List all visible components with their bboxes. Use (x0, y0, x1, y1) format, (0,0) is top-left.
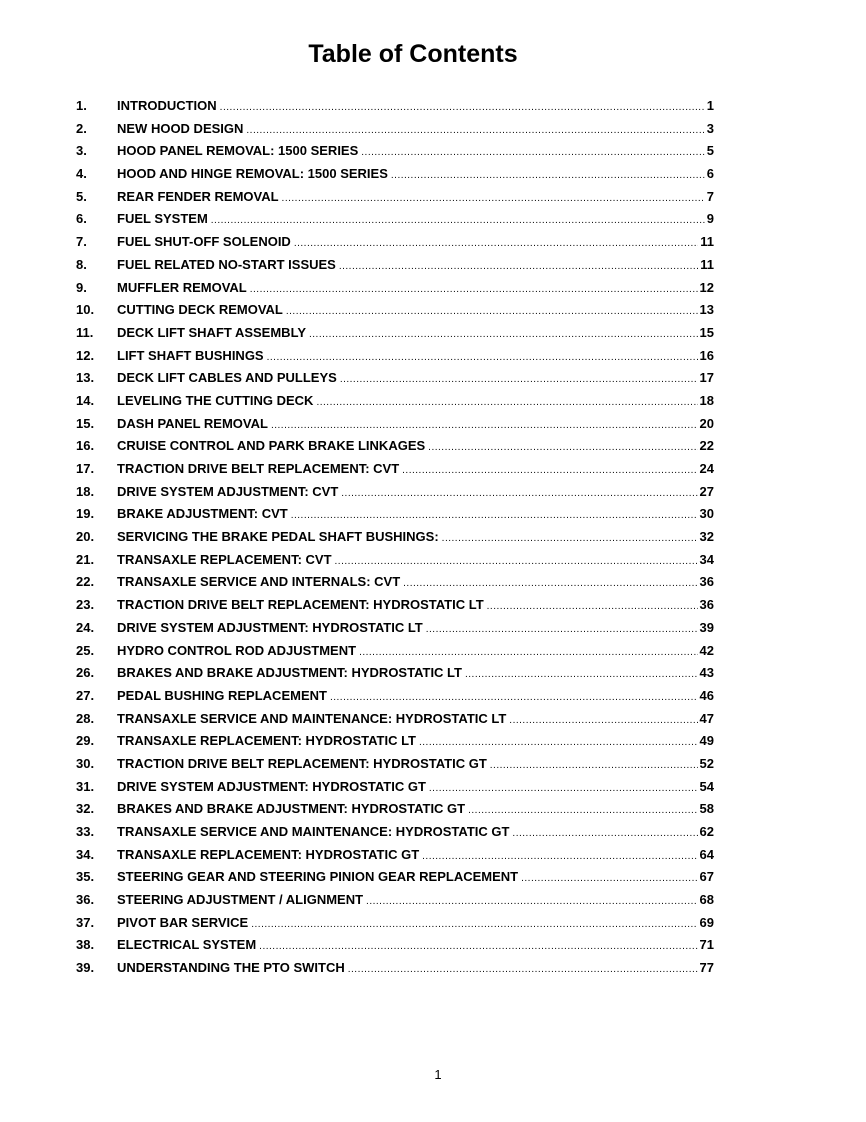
toc-entry-22[interactable] (76, 571, 714, 594)
toc-dot-leader (220, 97, 705, 120)
toc-entry-page-number: 71 (699, 937, 714, 953)
toc-entry-number: 13. (76, 370, 95, 386)
toc-entry-page-number: 67 (699, 869, 714, 885)
toc-entry-20[interactable] (76, 526, 714, 549)
toc-entry-title: TRANSAXLE SERVICE AND MAINTENANCE: HYDROSTATIC LT (117, 710, 507, 726)
toc-entry-25[interactable] (76, 640, 714, 663)
toc-entry-page-number: 12 (699, 279, 714, 295)
toc-entry-title: FUEL SYSTEM (117, 211, 208, 227)
toc-entry-title: DRIVE SYSTEM ADJUSTMENT: HYDROSTATIC LT (117, 619, 423, 635)
toc-entry-title: TRANSAXLE REPLACEMENT: CVT (117, 551, 332, 567)
toc-entry-number: 12. (76, 347, 95, 363)
toc-entry-number: 17. (76, 461, 95, 476)
toc-entry-16[interactable] (76, 435, 714, 458)
toc-dot-leader (422, 846, 697, 869)
toc-entry-page-number: 11 (700, 256, 714, 272)
toc-dot-leader (259, 936, 697, 959)
toc-dot-leader (267, 347, 698, 370)
toc-entry-8[interactable] (76, 254, 714, 277)
toc-entry-page-number: 32 (699, 529, 714, 545)
table-of-contents-list (76, 95, 714, 980)
toc-dot-leader (251, 914, 697, 937)
toc-dot-leader (442, 528, 698, 551)
toc-entry-page-number: 34 (699, 551, 714, 567)
toc-entry-number: 24. (76, 619, 95, 635)
toc-entry-title: TRANSAXLE SERVICE AND MAINTENANCE: HYDROSTATIC GT (117, 824, 510, 839)
toc-dot-leader (391, 165, 705, 188)
toc-dot-leader (426, 619, 698, 642)
toc-entry-17[interactable] (76, 458, 714, 481)
toc-entry-title: TRANSAXLE REPLACEMENT: HYDROSTATIC GT (117, 846, 420, 862)
toc-entry-number: 36. (76, 892, 95, 908)
toc-dot-leader (428, 437, 697, 460)
toc-entry-10[interactable] (76, 299, 714, 322)
toc-entry-page-number: 27 (699, 483, 714, 499)
toc-entry-page-number: 36 (699, 597, 714, 613)
toc-entry-title: CRUISE CONTROL AND PARK BRAKE LINKAGES (117, 438, 426, 454)
toc-entry-page-number: 49 (699, 733, 714, 749)
toc-entry-title: LIFT SHAFT BUSHINGS (117, 347, 264, 363)
toc-entry-page-number: 15 (699, 324, 714, 340)
toc-entry-2[interactable] (76, 118, 714, 141)
toc-dot-leader (521, 868, 697, 891)
toc-dot-leader (294, 233, 698, 256)
toc-dot-leader (402, 460, 697, 483)
toc-entry-title: HYDRO CONTROL ROD ADJUSTMENT (117, 642, 357, 658)
toc-entry-number: 4. (76, 166, 87, 182)
toc-entry-title: BRAKES AND BRAKE ADJUSTMENT: HYDROSTATIC LT (117, 665, 462, 681)
toc-entry-1[interactable] (76, 95, 714, 118)
toc-entry-title: ELECTRICAL SYSTEM (117, 937, 257, 953)
toc-dot-leader (509, 710, 697, 733)
toc-entry-23[interactable] (76, 594, 714, 617)
toc-dot-leader (341, 483, 697, 506)
toc-entry-number: 5. (76, 188, 87, 204)
toc-dot-leader (316, 392, 697, 415)
toc-entry-page-number: 77 (699, 960, 714, 976)
toc-entry-number: 7. (76, 234, 87, 250)
toc-entry-number: 21. (76, 551, 95, 567)
toc-entry-3[interactable] (76, 140, 714, 163)
toc-entry-number: 19. (76, 506, 95, 522)
toc-entry-30[interactable] (76, 753, 714, 776)
toc-entry-26[interactable] (76, 662, 714, 685)
toc-entry-number: 28. (76, 710, 95, 726)
toc-entry-page-number: 1 (706, 98, 714, 113)
toc-entry-33[interactable] (76, 821, 714, 844)
toc-entry-page-number: 6 (706, 166, 714, 182)
toc-entry-title: TRANSAXLE REPLACEMENT: HYDROSTATIC LT (117, 733, 416, 749)
toc-entry-4[interactable] (76, 163, 714, 186)
toc-dot-leader (487, 596, 698, 619)
toc-entry-title: BRAKES AND BRAKE ADJUSTMENT: HYDROSTATIC GT (117, 801, 466, 817)
toc-entry-title: TRACTION DRIVE BELT REPLACEMENT: HYDROSTATIC LT (117, 597, 484, 613)
toc-entry-page-number: 36 (699, 574, 714, 590)
toc-entry-page-number: 39 (699, 619, 714, 635)
toc-dot-leader (490, 755, 698, 778)
toc-entry-27[interactable] (76, 685, 714, 708)
toc-entry-title: STEERING ADJUSTMENT / ALIGNMENT (117, 892, 364, 908)
toc-entry-number: 35. (76, 869, 95, 885)
toc-entry-page-number: 43 (699, 665, 714, 681)
toc-entry-number: 20. (76, 529, 95, 545)
toc-dot-leader (429, 778, 698, 801)
toc-entry-number: 15. (76, 415, 95, 431)
toc-entry-31[interactable] (76, 776, 714, 799)
toc-dot-leader (250, 279, 698, 302)
toc-entry-number: 18. (76, 483, 95, 499)
toc-entry-page-number: 17 (699, 370, 714, 386)
toc-dot-leader (339, 256, 698, 279)
toc-entry-title: DECK LIFT SHAFT ASSEMBLY (117, 324, 306, 340)
toc-entry-page-number: 62 (699, 824, 714, 839)
toc-entry-title: DRIVE SYSTEM ADJUSTMENT: HYDROSTATIC GT (117, 778, 426, 794)
toc-entry-page-number: 16 (699, 347, 714, 363)
toc-entry-page-number: 54 (699, 778, 714, 794)
toc-entry-number: 31. (76, 778, 95, 794)
toc-entry-title: HOOD PANEL REMOVAL: 1500 SERIES (117, 143, 359, 159)
toc-entry-page-number: 30 (699, 506, 714, 522)
toc-dot-leader (286, 301, 698, 324)
toc-entry-page-number: 13 (699, 302, 714, 318)
toc-entry-15[interactable] (76, 413, 714, 436)
toc-entry-number: 6. (76, 211, 87, 227)
toc-entry-page-number: 24 (699, 461, 714, 476)
toc-dot-leader (348, 959, 698, 982)
toc-entry-14[interactable] (76, 390, 714, 413)
toc-entry-title: SERVICING THE BRAKE PEDAL SHAFT BUSHINGS: (117, 529, 439, 545)
toc-entry-number: 32. (76, 801, 95, 817)
toc-entry-34[interactable] (76, 844, 714, 867)
toc-entry-number: 23. (76, 597, 95, 613)
page-title: Table of Contents (308, 40, 518, 68)
toc-entry-number: 22. (76, 574, 95, 590)
toc-entry-39[interactable] (76, 957, 714, 980)
toc-entry-page-number: 18 (699, 392, 714, 408)
toc-entry-number: 3. (76, 143, 87, 159)
toc-entry-page-number: 69 (699, 914, 714, 930)
toc-entry-page-number: 46 (699, 687, 714, 703)
toc-entry-page-number: 20 (699, 415, 714, 431)
toc-entry-13[interactable] (76, 367, 714, 390)
toc-entry-number: 29. (76, 733, 95, 749)
toc-entry-title: TRACTION DRIVE BELT REPLACEMENT: CVT (117, 461, 400, 476)
toc-entry-number: 14. (76, 392, 95, 408)
toc-entry-5[interactable] (76, 186, 714, 209)
toc-entry-page-number: 7 (706, 188, 714, 204)
toc-entry-page-number: 9 (706, 211, 714, 227)
toc-entry-title: DRIVE SYSTEM ADJUSTMENT: CVT (117, 483, 339, 499)
toc-entry-title: DASH PANEL REMOVAL (117, 415, 268, 431)
toc-entry-title: NEW HOOD DESIGN (117, 120, 244, 136)
toc-entry-number: 30. (76, 755, 95, 771)
toc-entry-number: 27. (76, 687, 95, 703)
footer-page-number: 1 (434, 1067, 442, 1082)
toc-entry-number: 33. (76, 824, 95, 839)
toc-entry-32[interactable] (76, 798, 714, 821)
toc-dot-leader (282, 188, 705, 211)
toc-entry-title: UNDERSTANDING THE PTO SWITCH (117, 960, 345, 976)
toc-entry-title: FUEL RELATED NO-START ISSUES (117, 256, 336, 272)
toc-entry-title: BRAKE ADJUSTMENT: CVT (117, 506, 288, 522)
toc-entry-number: 9. (76, 279, 87, 295)
toc-entry-title: FUEL SHUT-OFF SOLENOID (117, 234, 291, 250)
toc-entry-title: CUTTING DECK REMOVAL (117, 302, 283, 318)
toc-entry-7[interactable] (76, 231, 714, 254)
toc-dot-leader (271, 415, 698, 438)
toc-dot-leader (309, 324, 698, 347)
toc-entry-18[interactable] (76, 481, 714, 504)
toc-entry-page-number: 58 (699, 801, 714, 817)
toc-dot-leader (403, 573, 697, 596)
toc-entry-37[interactable] (76, 912, 714, 935)
toc-entry-36[interactable] (76, 889, 714, 912)
toc-entry-6[interactable] (76, 208, 714, 231)
toc-dot-leader (419, 732, 698, 755)
toc-entry-title: HOOD AND HINGE REMOVAL: 1500 SERIES (117, 166, 388, 182)
toc-entry-title: INTRODUCTION (117, 98, 217, 113)
toc-entry-page-number: 42 (699, 642, 714, 658)
toc-entry-number: 2. (76, 120, 87, 136)
toc-entry-number: 25. (76, 642, 95, 658)
toc-entry-title: PIVOT BAR SERVICE (117, 914, 249, 930)
toc-entry-28[interactable] (76, 708, 714, 731)
toc-entry-number: 34. (76, 846, 95, 862)
toc-entry-number: 1. (76, 98, 87, 113)
toc-entry-21[interactable] (76, 549, 714, 572)
toc-dot-leader (291, 505, 698, 528)
toc-dot-leader (361, 142, 704, 165)
toc-entry-number: 39. (76, 960, 95, 976)
toc-entry-35[interactable] (76, 866, 714, 889)
toc-entry-number: 16. (76, 438, 95, 454)
toc-entry-page-number: 5 (706, 143, 714, 159)
toc-dot-leader (340, 369, 698, 392)
toc-dot-leader (512, 823, 697, 846)
toc-entry-number: 38. (76, 937, 95, 953)
toc-entry-page-number: 3 (706, 120, 714, 136)
toc-entry-title: MUFFLER REMOVAL (117, 279, 247, 295)
toc-entry-38[interactable] (76, 934, 714, 957)
toc-entry-title: PEDAL BUSHING REPLACEMENT (117, 687, 327, 703)
toc-entry-19[interactable] (76, 503, 714, 526)
toc-entry-number: 37. (76, 914, 95, 930)
toc-entry-page-number: 47 (699, 710, 714, 726)
toc-entry-title: LEVELING THE CUTTING DECK (117, 392, 314, 408)
toc-dot-leader (246, 120, 704, 143)
toc-entry-title: TRANSAXLE SERVICE AND INTERNALS: CVT (117, 574, 401, 590)
toc-entry-number: 11. (76, 324, 94, 340)
toc-entry-page-number: 64 (699, 846, 714, 862)
toc-dot-leader (468, 800, 697, 823)
toc-dot-leader (465, 664, 698, 687)
toc-entry-page-number: 52 (699, 755, 714, 771)
toc-entry-11[interactable] (76, 322, 714, 345)
toc-dot-leader (359, 642, 697, 665)
toc-entry-page-number: 22 (699, 438, 714, 454)
toc-entry-number: 10. (76, 302, 95, 318)
toc-entry-title: STEERING GEAR AND STEERING PINION GEAR REPLACEMENT (117, 869, 519, 885)
toc-entry-title: DECK LIFT CABLES AND PULLEYS (117, 370, 337, 386)
toc-entry-9[interactable] (76, 277, 714, 300)
toc-entry-12[interactable] (76, 345, 714, 368)
toc-dot-leader (330, 687, 698, 710)
toc-entry-title: TRACTION DRIVE BELT REPLACEMENT: HYDROSTATIC GT (117, 755, 487, 771)
toc-dot-leader (211, 210, 705, 233)
toc-entry-page-number: 68 (699, 892, 714, 908)
toc-entry-24[interactable] (76, 617, 714, 640)
toc-entry-29[interactable] (76, 730, 714, 753)
toc-entry-number: 26. (76, 665, 95, 681)
toc-dot-leader (366, 891, 697, 914)
toc-dot-leader (335, 551, 698, 574)
toc-entry-number: 8. (76, 256, 87, 272)
toc-entry-page-number: 11 (700, 234, 714, 250)
toc-entry-title: REAR FENDER REMOVAL (117, 188, 279, 204)
